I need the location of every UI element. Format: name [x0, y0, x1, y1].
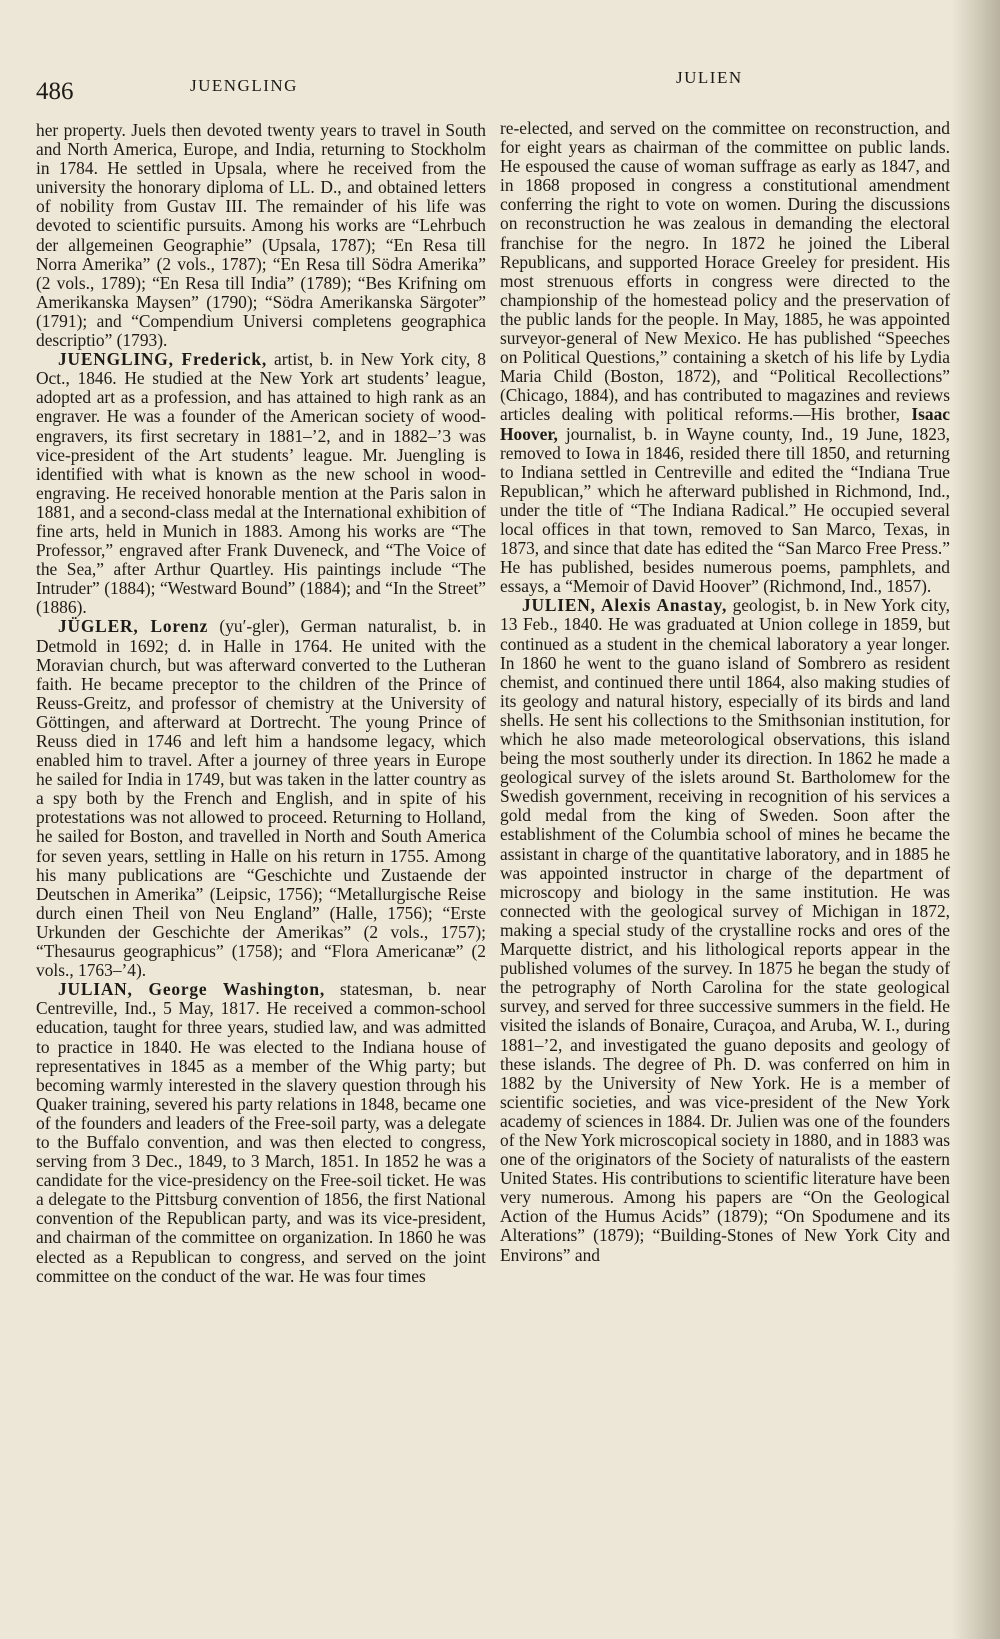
- running-head-right: JULIEN: [676, 68, 743, 87]
- juels-continuation-paragraph: her property. Juels then devoted twenty years to travel in South and North America, Europe, and India, returning to Stockholm in 1784. He settled in Upsala, where he received from the university the honorary diploma of LL. D., and obtained letters of nobility from Gustav III. The remainder of his life was devoted to scientific pursuits. Among his works are “Lehrbuch der allgemeinen Geographie” (Upsala, 1787); “En Resa till Norra Amerika” (2 vols., 1787); “En Resa till Södra Amerika” (2 vols., 1789); “En Resa till India” (1789); “Bes Krifning om Amerikanska Maysen” (1790); “Södra Amerikanska Särgoter” (1791); and “Compendium Universi completens geographica descriptio” (1793).: [36, 120, 486, 351]
- running-head-left: JUENGLING: [190, 76, 298, 95]
- entry-julian: [36, 980, 486, 1286]
- entry-julien: [500, 596, 950, 1264]
- entry-jugler: [36, 617, 486, 980]
- headword-julian: JULIAN, George Washington,: [58, 979, 325, 1000]
- left-column: [36, 121, 486, 1286]
- headword-jugler: JÜGLER, Lorenz: [58, 616, 209, 637]
- page-number: 486: [36, 78, 74, 105]
- isaac-hoover-text: journalist, b. in Wayne county, Ind., 19 June, 1823, removed to Iowa in 1846, resided there till 1850, and returning to Indiana settled in Centreville and edited the “Indiana True Republican,” which he afterward published in Richmond, Ind., under the title of “The Indiana Radical.” He occupied several local offices in that town, removed to San Marco, Texas, in 1873, and since that date has edited the “San Marco Free Press.” He has published, besides numerous poems, pamphlets, and essays, a “Memoir of David Hoover” (Richmond, Ind., 1857).: [500, 423, 950, 597]
- entry-julian-text: statesman, b. near Centreville, Ind., 5 May, 1817. He received a common-school education, taught for three years, studied law, and was admitted to practice in 1840. He was elected to the Indiana house of representatives in 1845 as a member of the Whig party; but becoming warmly interested in the slavery question through his Quaker training, severed his party relations in 1848, became one of the founders and leaders of the Free-soil party, was a delegate to the Buffalo convention, and was then elected to congress, serving from 3 Dec., 1849, to 3 March, 1851. In 1852 he was a candidate for the vice-presidency on the Free-soil ticket. He was a delegate to the Pittsburg convention of 1856, the first National convention of the Republican party, and was its vice-president, and chairman of the committee on organization. In 1860 he was elected as a Republican to congress, and served on the joint committee on the conduct of the war. He was four times: [36, 979, 486, 1286]
- entry-juengling-text: artist, b. in New York city, 8 Oct., 1846. He studied at the New York art students’ league, adopted art as a profession, and has attained to high rank as an engraver. He was a founder of the American society of wood-engravers, its first secretary in 1881–’2, and in 1882–’3 was vice-president of the Art students’ league. Mr. Juengling is identified with what is known as the new school in wood-engraving. He received honorable mention at the Paris salon in 1881, and a second-class medal at the International exhibition of fine arts, held in Munich in 1883. Among his works are “The Professor,” engraved after Frank Duveneck, and “The Voice of the Sea,” after Arthur Quartley. His paintings include “The Intruder” (1884); “Westward Bound” (1884); and “In the Street” (1886).: [36, 349, 486, 618]
- entry-julien-text: geologist, b. in New York city, 13 Feb., 1840. He was graduated at Union college in 1859, but continued as a student in the chemical laboratory a year longer. In 1860 he went to the guano island of Sombrero as resident chemist, and continued there until 1864, also making studies of its geology and natural history, especially of its birds and land shells. He sent his collections to the Smithsonian institution, for which he also made meteorological observations, this island being the most southerly under its direction. In 1862 he made a geological survey of the islets around St. Bartholomew for the Swedish government, receiving in recognition of his services a gold medal from the king of Sweden. Soon after the establishment of the Columbia school of mines he became the assistant in charge of the quantitative laboratory, and in 1885 he was appointed instructor in charge of the department of microscopy and biology in the same institution. He was connected with the geological survey of Michigan in 1872, making a special study of the crystalline rocks and ores of the Marquette district, and his lithological reports appear in the published volumes of the survey. In 1875 he began the study of the petrography of North Carolina for the state geological survey, and served for three successive summers in the field. He visited the islands of Bonaire, Curaçoa, and Aruba, W. I., during 1881–’2, and investigated the guano deposits and geology of these islands. The degree of Ph. D. was conferred on him in 1882 by the University of New York. He is a member of scientific societies, and was vice-president of the New York academy of sciences in 1884. Dr. Julien was one of the founders of the New York microscopical society in 1880, and in 1883 was one of the originators of the Society of naturalists of the eastern United States. His contributions to scientific literature have been very numerous. Among his papers are “On the Geological Action of the Humus Acids” (1879); “On Spodumene and its Alterations” (1879); “Building-Stones of New York City and Environs” and: [500, 595, 950, 1265]
- headword-julien: JULIEN, Alexis Anastay,: [522, 595, 728, 616]
- headword-juengling: JUENGLING, Frederick,: [58, 349, 267, 370]
- subentry-name-isaac-hoover: Isaac Hoover,: [500, 404, 950, 444]
- right-column: [500, 119, 950, 1265]
- page-header: [0, 66, 1000, 106]
- entry-jugler-text: (yu′-gler), German naturalist, b. in Detmold in 1692; d. in Halle in 1764. He united with the Moravian church, but was afterward converted to the Lutheran faith. He became preceptor to the children of the Prince of Reuss-Greitz, and professor of chemistry at the University of Göttingen, and afterward at Dortrecht. The young Prince of Reuss died in 1746 and left him a handsome legacy, which enabled him to travel. After a journey of three years in Europe he sailed for India in 1749, but was taken in the latter country as a spy both by the French and English, and in spite of his protestations was not allowed to proceed. Returning to Holland, he sailed for Boston, and travelled in North and South America for seven years, settling in Halle on his return in 1755. Among his many publications are “Geschichte und Zustaende der Deutschen in Amerika” (Leipsic, 1756); “Metallurgische Reise durch einen Theil von Neu England” (Halle, 1756); “Erste Urkunden der Geschichte der Amerikas” (2 vols., 1757); “Thesaurus geographicus” (1758); and “Flora Americanæ” (2 vols., 1763–’4).: [36, 616, 486, 981]
- julian-continuation-text: re-elected, and served on the committee on reconstruction, and for eight years as chairman of the committee on public lands. He espoused the cause of woman suffrage as early as 1847, and in 1868 proposed in congress a constitutional amendment conferring the right to vote on women. During the discussions on reconstruction he was zealous in demanding the electoral franchise for the negro. In 1872 he joined the Liberal Republicans, and supported Horace Greeley for president. His most strenuous efforts in congress were directed to the championship of the homestead policy and the preservation of the public lands for the people. In May, 1885, he was appointed surveyor-general of New Mexico. He has published “Speeches on Political Questions,” containing a sketch of his life by Lydia Maria Child (Boston, 1872), and “Political Recollections” (Chicago, 1884), and has contributed to magazines and reviews articles dealing with political reforms.—His brother,: [500, 118, 950, 425]
- julian-continuation-paragraph: [500, 119, 950, 596]
- page-gutter-shadow: [952, 0, 1000, 1639]
- entry-juengling: [36, 350, 486, 617]
